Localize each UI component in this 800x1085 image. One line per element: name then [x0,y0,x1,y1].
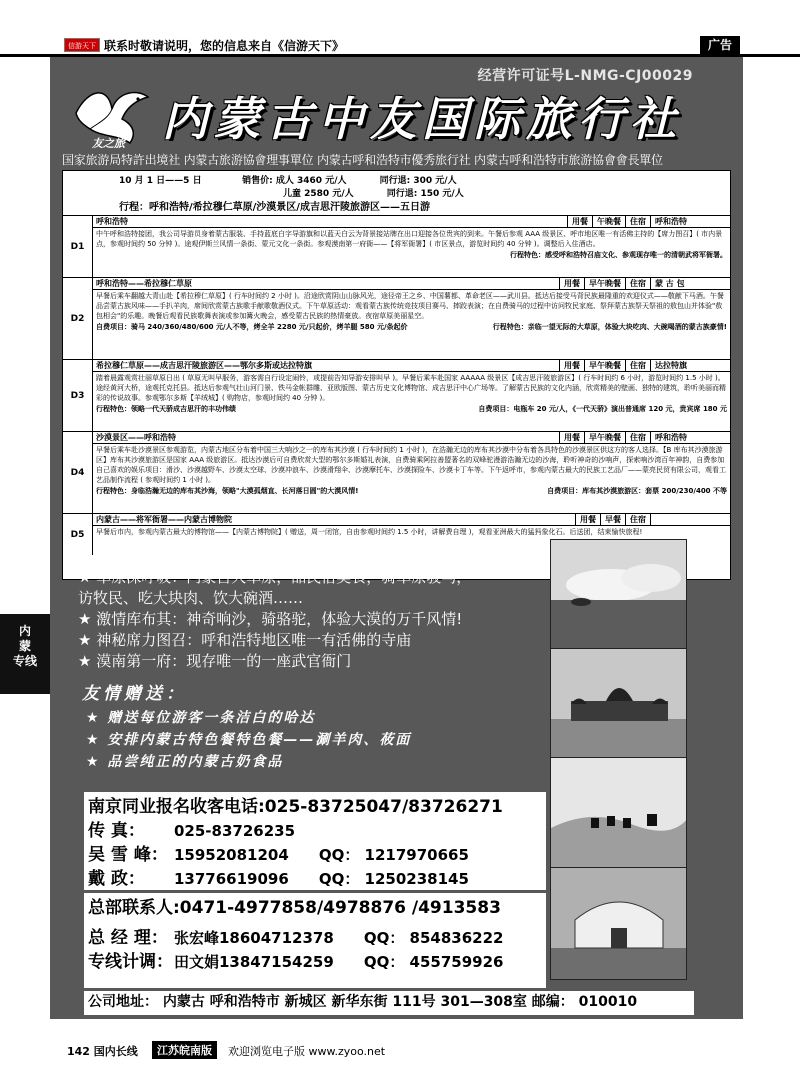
day-title: 呼和浩特 [96,217,128,226]
hotel-value [650,514,730,525]
license-number: 经营许可证号L-NMG-CJ00029 [477,68,693,84]
hotel-label: 住宿 [625,514,650,525]
meal-label: 用餐 [575,514,600,525]
itinerary-table [62,170,731,580]
day-feature: 行程特色：领略一代天骄成吉思汗的丰功伟绩 [96,405,236,413]
hotel-value: 蒙 古 包 [650,278,730,289]
gm-label: 总 经 理： [88,928,168,948]
day-extra: 自费项目：电瓶车 20 元/人，《一代天骄》演出普通席 120 元，贵宾席 180 元 [478,405,727,413]
website-link[interactable]: 欢迎浏览电子版 www.zyoo.net [228,1045,386,1058]
advertisement [50,57,743,1019]
top-bar [0,0,800,56]
sidebar-char: 蒙 [18,639,31,653]
fax-number: 025-83726235 [174,822,296,840]
day-row [63,359,730,431]
footer [0,1019,800,1085]
meal-value: 早午晚餐 [584,278,625,289]
day-text: 早餐后市内，参观内蒙古最大的博物馆——【内蒙古博物院】( 赠送，周一闭馆，自由参观时间约 1.5 小时，讲解费自理 )，观看亚洲最大的猛犸象化石。后送团，结束愉快旅程! [96,528,643,536]
address-box [84,991,694,1015]
trade-label: 同行退: [386,189,418,199]
sale-label: 销售价: [242,176,273,186]
day-row [63,215,730,277]
page-label: 142 国内长线 [67,1045,138,1058]
day-title: 沙漠景区——呼和浩特 [96,433,176,442]
planner-phone: 田文娟13847154259 [174,953,334,971]
gifts-title: 友情赠送： [82,684,187,704]
nanjing-phone: 南京同业报名收客电话:025-83725047/83726271 [88,797,503,817]
day-feature: 行程特色：感受呼和浩特召庙文化、参观现存唯一的清朝武将军衙署。 [510,251,727,259]
company-address: 公司地址： 内蒙古 呼和浩特市 新城区 新华东街 111号 301—308室 邮编： 010010 [88,994,638,1010]
gift-item: ★ 赠送每位游客一条洁白的哈达 [86,710,316,726]
feature-item: ★ 漠南第一府：现存唯一的一座武官衙门 [78,652,352,670]
trade-label: 同行退: [379,176,411,186]
edition-badge: 江苏皖南版 [152,1041,217,1059]
adult-price: 成人 3460 元/人 [275,176,347,186]
day-number: D4 [63,432,93,513]
hotel-label: 住宿 [625,360,650,371]
gm-phone: 张宏峰18604712378 [174,929,334,947]
hotel-label: 住宿 [625,432,650,443]
qualifications: 国家旅游局特許出境社 内蒙古旅游協會理事單位 内蒙古呼和浩特市優秀旅行社 内蒙古呼和浩特市旅游協會會長單位 [62,153,663,167]
gm-qq: QQ： 854836222 [363,929,504,947]
day-feature: 行程特色：身临浩瀚无边的库布其沙海，领略"大漠孤烟直、长河落日圆"的大漠风情! [96,487,359,495]
hotel-value: 达拉特旗 [650,360,730,371]
day-title: 呼和浩特——希拉穆仁草原 [96,279,192,288]
contact-qq: QQ： 1217970665 [318,846,469,864]
day-text: 早餐后乘车赴沙漠景区参观游览，内蒙古地区分布着中国三大响沙之一的库布其沙漠 ( 行车时间约 1 小时 )，在浩瀚无边的库布其沙漠中分布着各具特色的沙漠景区供这方的客人选择。【B 库布其沙漠旅游区】库布其沙漠旅游区是国家 AAA 级旅游区。抵达沙漠后可自费欣赏大型的鄂尔多斯婚礼表演，自费骑乘阿拉善盟著名的双峰驼漫游浩瀚无边的沙海，聆听神奇的沙响声，探索响沙湾百年神韵，自费参加自己喜欢的娱乐项目：滑沙、沙漠越野车、沙漠太空球、沙漠冲浪车、沙漠滑翔伞、沙漠摩托车、沙漠探险车、沙漠卡丁车等。下午返呼市，参观内蒙古最大的民族工艺品厂——蒙亮民贸有限公司，观看工艺品制作流程 ( 参观时间约 1 小时 )。 [96,446,726,484]
meal-value: 早午晚餐 [584,360,625,371]
sidebar-char: 专线 [12,654,37,668]
planner-qq: QQ： 455759926 [363,953,504,971]
adult-trade: 300 元/人 [413,176,457,186]
day-extra: 自费项目：库布其沙漠旅游区：套票 200/230/400 不等 [547,487,727,495]
section-sidebar [0,614,50,694]
sidebar-char: 内 [18,624,31,638]
feature-item: ★ 草原深呼吸：内蒙古大草原，品民俗美食，骑草原骏马， [78,568,472,586]
contact-phone: 13776619096 [174,870,289,888]
day-number: D5 [63,514,93,555]
gift-item: ★ 品尝纯正的内蒙古奶食品 [86,754,284,770]
contact-name: 戴 政： [88,869,145,889]
contact-phone: 15952081204 [174,846,289,864]
company-name: 内蒙古中友国际旅行社 [162,92,682,141]
day-number: D2 [63,278,93,359]
day-row [63,431,730,513]
features-title: 行程特色： [90,545,206,567]
source-notice: 联系时敬请说明，您的信息来自《信游天下》 [104,39,345,53]
contact-name: 吴 雪 峰： [88,845,168,865]
hotel-label: 住宿 [625,216,650,227]
meal-value: 早午晚餐 [584,432,625,443]
day-row [63,277,730,359]
child-price: 儿童 2580 元/人 [283,189,354,199]
day-text: 早餐后乘车翻越大青山赴【希拉穆仁草原】( 行车时间约 2 小时 )。沿途欣赏阴山山脉风光，途径帝王之乡、中国薯都、革命老区——武川县。抵达后接受马背民族最隆重的欢迎仪式——敬献下马酒。午餐品尝蒙古族风味——手扒羊肉，席间欣赏蒙古族歌手献歌敬酒仪式。下午草原活动：观看蒙古族传统竞技项目赛马、摔跤表演；在自费骑马的过程中访问牧民家庭、祭拜蒙古族祭天祭祖的敖包山并体验"敖包相会"的乐趣。晚餐后观看民族歌舞表演或参加篝火晚会，感受蒙古民族的热情豪放。夜宿草原美丽星空。 [96,292,724,320]
feature-item: 访牧民、吃大块肉、饮大碗酒…… [78,589,304,607]
day-title: 内蒙古——将军衙署——内蒙古博物院 [96,515,232,524]
planner-label: 专线计调： [88,952,173,972]
tour-dates: 10 月 1 日——5 日 [119,176,202,186]
day-title: 希拉穆仁草原——成吉思汗陵旅游区——鄂尔多斯或达拉特旗 [96,361,312,370]
meal-label: 用餐 [559,278,584,289]
hq-contact-box [84,893,546,988]
day-feature: 行程特色：亲临一望无际的大草原，体验大块吃肉、大碗喝酒的蒙古族豪情! [492,323,727,331]
itinerary-header [63,171,730,215]
desert-photo [550,757,687,870]
child-trade: 150 元/人 [420,189,464,199]
temple-photo [550,648,687,761]
hotel-label: 住宿 [625,278,650,289]
feature-item: ★ 激情库布其：神奇响沙，骑骆驼，体验大漠的万千风情! [78,610,463,628]
meal-value: 午晚餐 [592,216,625,227]
day-text: 中午呼和浩特接团，我公司导游员身着蒙古服装、手持蓝底白字导游旗和以蓝天白云为背景接站牌在出口迎接各位贵宾的到来。午餐后参观 AAA 级景区、呼市地区唯一有活佛主持的【席力图召】( 市内景点，参观时间约 50 分钟 )。途观伊斯兰风情一条街、蒙元文化一条街。参观漠南第一府衙——【将军衙署】( 市区景点，游览时间约 40 分钟 )。调整后入住酒店。 [96,230,723,248]
nanjing-contact-box [84,792,546,890]
meal-label: 用餐 [559,432,584,443]
feature-item: ★ 神秘席力图召：呼和浩特地区唯一有活佛的寺庙 [78,631,412,649]
day-number: D1 [63,216,93,277]
contact-qq: QQ： 1250238145 [318,870,469,888]
day-extra: 自费项目：骑马 240/360/480/600 元/人不等，烤全羊 2280 元/只起价，烤羊腿 580 元/条起价 [96,323,408,331]
day-number: D3 [63,360,93,431]
logo-caption: 友之旅 [92,137,125,150]
meal-label: 用餐 [559,360,584,371]
yurt-photo [550,867,687,980]
day-text: 踏着晨露观赏壮丽草原日出 ( 草原无叫早服务，游客需自行设定闹铃，或提前告知导游安排叫早 )。早餐后乘车赴国家 AAAAA 级景区【成吉思汗陵旅游区】( 行车时间约 6 小时，游览时间约 1.5 小时 )。途经黄河大桥，途观托克托县。抵达后参观气壮山河门景、铁马金帐群雕、亚欧版图、蒙古历史文化博物馆、成吉思汗中心广场等。了解蒙古民族的文化内涵，欣赏精美的壁画、独特的建筑，聆听美丽而精彩的传说故事。参观鄂尔多斯【羊绒城】( 购物店，参观时间约 40 分钟 )。 [96,374,726,402]
meal-label: 用餐 [567,216,592,227]
fax-label: 传 真： [88,821,145,841]
hotel-value: 呼和浩特 [650,432,730,443]
gift-item: ★ 安排内蒙古特色餐特色餐——涮羊肉、莜面 [86,732,412,748]
route: 行程：呼和浩特/希拉穆仁草原/沙漠景区/成吉思汗陵旅游区——五日游 [119,202,430,213]
ad-tag: 广告 [700,36,740,54]
publication-logo: 信游天下 [64,38,100,52]
grassland-photo [550,539,687,652]
hq-phone: 总部联系人:0471-4977858/4978876 /4913583 [88,898,501,918]
hotel-value: 呼和浩特 [650,216,730,227]
meal-value: 早餐 [600,514,625,525]
